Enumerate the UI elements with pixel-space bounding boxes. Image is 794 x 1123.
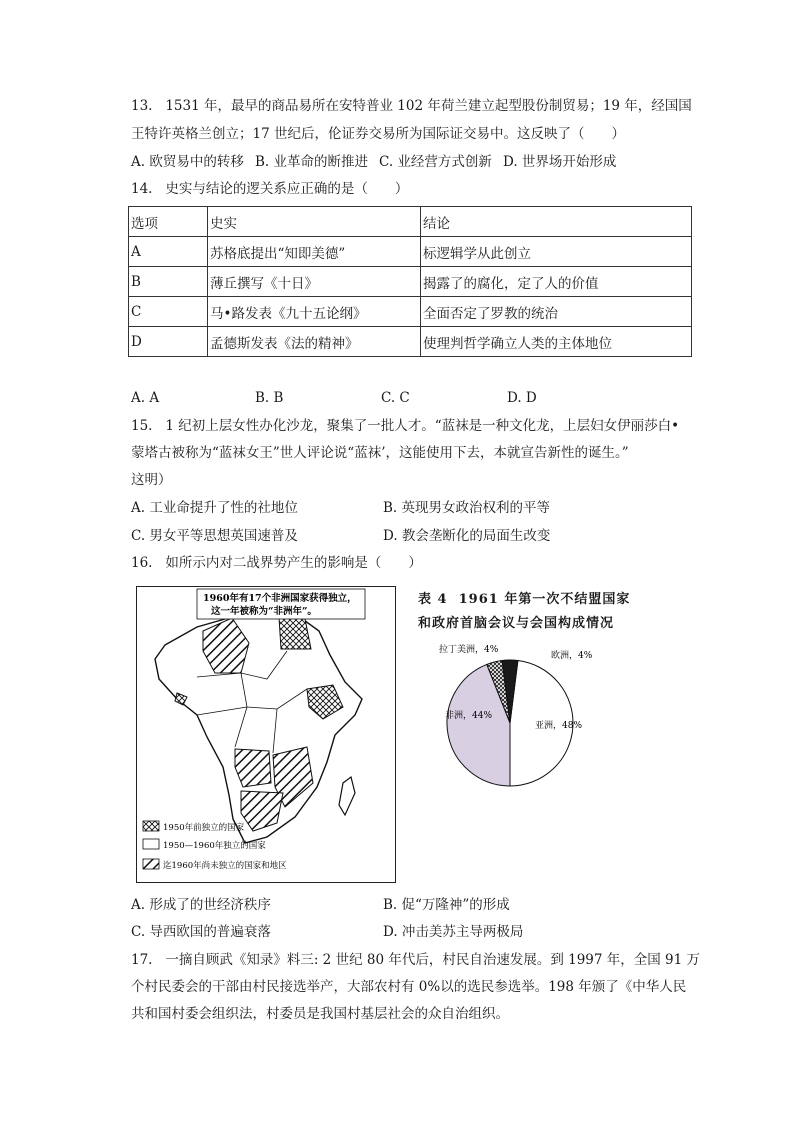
table-row	[129, 327, 692, 357]
q13-option-d[interactable]: D. 世界场开始形成	[503, 154, 617, 170]
legend-label-pre1950: 1950年前独立的国家	[163, 823, 245, 833]
pie-title-line1: 表 4 1961 年第一次不结盟国家	[418, 592, 631, 607]
q16-option-d[interactable]: D. 冲击美苏主导两极局	[383, 924, 524, 940]
africa-map	[137, 587, 395, 882]
q14-option-b[interactable]: B. B	[255, 390, 284, 406]
legend-swatch-1950-1960	[143, 839, 159, 849]
q15-option-a[interactable]: A. 工业命提升了性的社地位	[131, 500, 298, 516]
table-cell: 薄丘撰写《十日》	[208, 267, 421, 297]
table-row	[129, 237, 692, 267]
q16-option-b[interactable]: B. 促“万隆神”的形成	[383, 897, 510, 913]
table-cell: C	[129, 297, 208, 327]
pie-title-line2: 和政府首脑会议与会国构成情况	[418, 616, 615, 631]
q14-table	[128, 206, 692, 357]
q15-option-d[interactable]: D. 教会垄断化的局面生改变	[383, 528, 551, 544]
table-cell: B	[129, 267, 208, 297]
pie-label-europe: 欧洲，4%	[551, 651, 593, 661]
africa-map-figure	[136, 586, 396, 883]
table-row	[129, 297, 692, 327]
map-caption-line2: 这一年被称为“非洲年”。	[211, 606, 317, 617]
q14-option-d[interactable]: D. D	[507, 390, 537, 406]
q15-stem-line2: 蒙塔古被称为“蓝袜女王”世人评论说“蓝袜’，这能使用下去，本就宣告新性的诞生。”	[131, 445, 629, 461]
pie-label-asia: 亚洲，48%	[535, 721, 583, 731]
q13-stem-line2: 王特许英格兰创立；17 世纪后，伦证券交易所为国际证交易中。这反映了（ ）	[131, 126, 625, 142]
table-header-row	[129, 207, 692, 237]
q17-stem-line1: 17. 一摘自顾武《知录》料三: 2 世纪 80 年代后，村民自治速发展。到 1997 年，全国 91 万	[131, 952, 701, 968]
legend-label-not-independent: 迄1960年尚未独立的国家和地区	[163, 861, 287, 871]
map-caption-line1: 1960年有17个非洲国家获得独立，	[203, 593, 357, 604]
table-cell: 苏格底提出“知即美德”	[208, 237, 421, 267]
legend-label-1950-1960: 1950—1960年独立的国家	[163, 841, 266, 851]
q17-stem-line3: 共和国村委会组织法，村委员是我国村基层社会的众自治组织。	[131, 1006, 509, 1022]
pie-label-latin-america: 拉丁美洲，4%	[439, 645, 499, 655]
q14-option-a[interactable]: A. A	[131, 390, 160, 406]
q13-option-a[interactable]: A. 欧贸易中的转移	[131, 154, 244, 170]
legend-swatch-pre1950	[143, 821, 159, 831]
q15-option-c[interactable]: C. 男女平等思想英国速普及	[131, 528, 298, 544]
table-cell: 揭露了的腐化，定了人的价值	[421, 267, 692, 297]
table-cell: 使理判哲学确立人类的主体地位	[421, 327, 692, 357]
q14-stem: 14. 史实与结论的逻关系应正确的是（ ）	[131, 181, 409, 197]
legend-swatch-not-independent	[143, 859, 159, 869]
q16-option-c[interactable]: C. 导西欧国的普遍衰落	[131, 924, 271, 940]
table-header-cell: 选项	[129, 207, 208, 237]
q17-stem-line2: 个村民委会的干部由村民接选举产，大部农村有 0%以的选民参选举。198 年颁了《中华人民	[131, 979, 687, 995]
q14-option-c[interactable]: C. C	[381, 390, 410, 406]
pie-label-africa: 非洲，44%	[445, 711, 493, 721]
q15-option-b[interactable]: B. 英现男女政治权利的平等	[383, 500, 551, 516]
q15-stem-line1: 15. 1 纪初上层女性办化沙龙，聚集了一批人才。“蓝袜是一种文化龙，上层妇女伊丽莎白•	[131, 418, 680, 434]
table-header-cell: 史实	[208, 207, 421, 237]
table-cell: A	[129, 237, 208, 267]
q13-option-b[interactable]: B. 业革命的断推进	[255, 154, 369, 170]
pie-chart	[425, 638, 665, 798]
q16-stem: 16. 如所示内对二战界势产生的影响是（ ）	[131, 555, 422, 571]
table-cell: D	[129, 327, 208, 357]
table-cell: 马•路发表《九十五论纲》	[208, 297, 421, 327]
table-cell: 孟德斯发表《法的精神》	[208, 327, 421, 357]
table-cell: 全面否定了罗教的统治	[421, 297, 692, 327]
q13-stem-line1: 13. 1531 年，最早的商品易所在安特普业 102 年荷兰建立起型股份制贸易；19 年，经国国	[131, 98, 692, 114]
table-row	[129, 267, 692, 297]
table-header-cell: 结论	[421, 207, 692, 237]
table-cell: 标逻辑学从此创立	[421, 237, 692, 267]
q13-option-c[interactable]: C. 业经营方式创新	[379, 154, 492, 170]
q15-stem-line3: 这明）	[131, 472, 172, 488]
q16-option-a[interactable]: A. 形成了的世经济秩序	[131, 897, 271, 913]
